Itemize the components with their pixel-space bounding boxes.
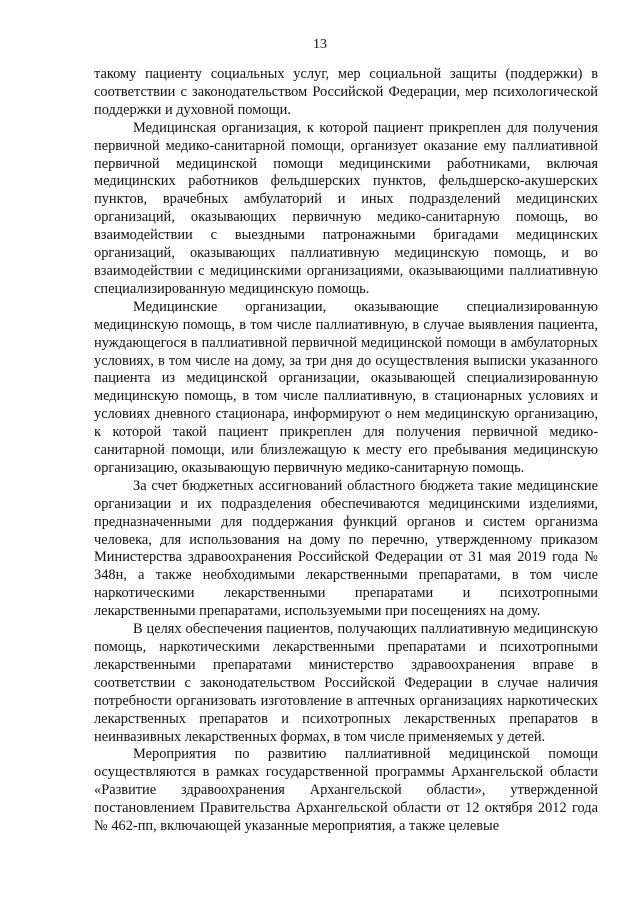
paragraph: В целях обеспечения пациентов, получающих паллиативную медицинскую помощь, наркотическими лекарственными препаратами и психотропными лекарственными препаратами министерство здравоохранения вправе в соответствии с законодательством Российской Федерации в случае наличия потребности организовать изготовление в аптечных организациях наркотических лекарственных препаратов и психотропных лекарственных препаратов в неинвазивных лекарственных формах, в том числе применяемых у детей. (94, 621, 598, 745)
paragraph: Мероприятия по развитию паллиативной медицинской помощи осуществляются в рамках государственной программы Архангельской области «Развитие здравоохранения Архангельской области», утвержденной постановлением Правительства Архангельской области от 12 октября 2012 года № 462-пп, включающей указанные мероприятия, а также целевые (94, 746, 598, 835)
page-number: 13 (313, 37, 327, 52)
paragraph: Медицинская организация, к которой пациент прикреплен для получения первичной медико-санитарной помощи, организует оказание ему паллиативной первичной медицинской помощи медицинскими работниками, включая медицинских работников фельдшерских пунктов, фельдшерско-акушерских пунктов, врачебных амбулаторий и иных подразделений медицинских организаций, оказывающих первичную медико-санитарную помощь, во взаимодействии с выездными патронажными бригадами медицинских организаций, оказывающих паллиативную медицинскую помощь, и во взаимодействии с медицинскими организациями, оказывающими паллиативную специализированную медицинскую помощь. (94, 119, 598, 297)
paragraph: За счет бюджетных ассигнований областного бюджета такие медицинские организации и их подразделения обеспечиваются медицинскими изделиями, предназначенными для поддержания функций органов и систем организма человека, для использования на дому по перечню, утвержденному приказом Министерства здравоохранения Российской Федерации от 31 мая 2019 года № 348н, а также необходимыми лекарственными препаратами, в том числе наркотическими лекарственными препаратами и психотропными лекарственными препаратами, используемыми при посещениях на дому. (94, 477, 598, 620)
paragraph-continuation: такому пациенту социальных услуг, мер социальной защиты (поддержки) в соответствии с законодательством Российской Федерации, мер психологической поддержки и духовной помощи. (94, 66, 598, 118)
body-text (94, 66, 598, 836)
paragraph: Медицинские организации, оказывающие специализированную медицинскую помощь, в том числе паллиативную, в случае выявления пациента, нуждающегося в паллиативной первичной медицинской помощи в амбулаторных условиях, в том числе на дому, за три дня до осуществления выписки указанного пациента из медицинской организации, оказывающей специализированную медицинскую помощь, в том числе паллиативную, в стационарных условиях и условиях дневного стационара, информируют о нем медицинскую организацию, к которой такой пациент прикреплен для получения первичной медико-санитарной помощи, или близлежащую к месту его пребывания медицинскую организацию, оказывающую первичную медико-санитарную помощь. (94, 298, 598, 476)
